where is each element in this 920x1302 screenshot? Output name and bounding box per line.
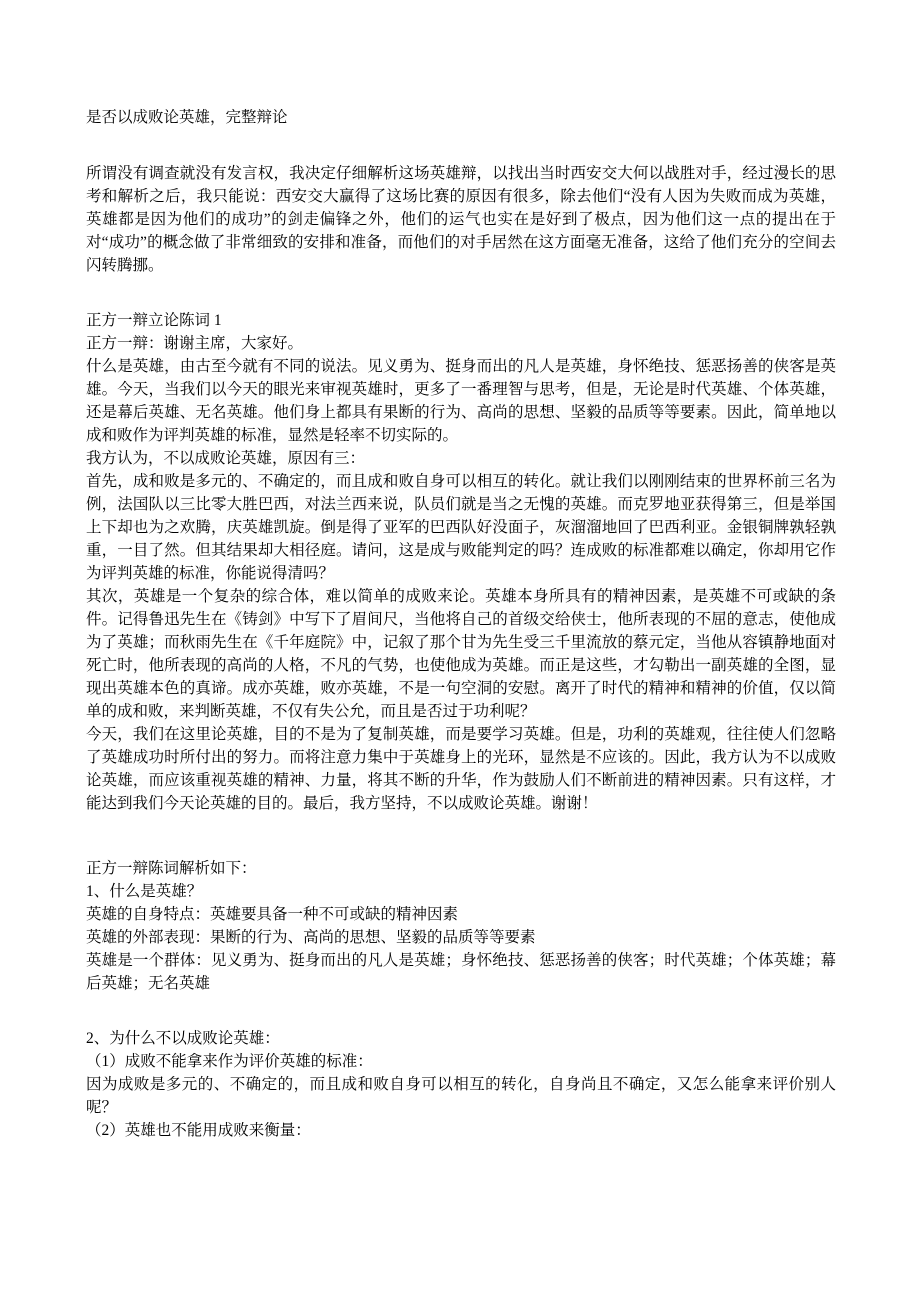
analysis-q1-line: 英雄的自身特点：英雄要具备一种不可或缺的精神因素 <box>86 906 459 923</box>
statement-paragraph: 今天，我们在这里论英雄，目的不是为了复制英雄，而是要学习英雄。但是，功利的英雄观，往往使人们忽略了英雄成功时所付出的努力。而将注意力集中于英雄身上的光环，显然是不应该的。因此，我方认为不以成败论英雄，而应该重视英雄的精神、力量，将其不断的升华，作为鼓励人们不断前进的精神因素。只有这样，才能达到我们今天论英雄的目的。最后，我方坚持，不以成败论英雄。谢谢！ <box>86 726 836 812</box>
analysis-question-2 <box>86 1027 836 1142</box>
analysis-q2-line: （1）成败不能拿来作为评价英雄的标准： <box>86 1053 373 1070</box>
section-analysis <box>86 857 836 1142</box>
section-statement <box>86 309 836 815</box>
statement-paragraph: 正方一辩：谢谢主席，大家好。 <box>86 335 304 352</box>
statement-paragraph: 我方认为，不以成败论英雄，原因有三： <box>86 450 366 467</box>
statement-heading: 正方一辩立论陈词 1 <box>86 312 222 329</box>
statement-paragraph: 什么是英雄，由古至今就有不同的说法。见义勇为、挺身而出的凡人是英雄，身怀绝技、惩恶扬善的侠客是英雄。今天，当我们以今天的眼光来审视英雄时，更多了一番理智与思考，但是，无论是时代英雄、个体英雄，还是幕后英雄、无名英雄。他们身上都具有果断的行为、高尚的思想、坚毅的品质等等要素。因此，简单地以成和败作为评判英雄的标准，显然是轻率不切实际的。 <box>86 358 836 444</box>
statement-paragraph: 首先，成和败是多元的、不确定的，而且成和败自身可以相互的转化。就让我们以刚刚结束的世界杯前三名为例，法国队以三比零大胜巴西，对法兰西来说，队员们就是当之无愧的英雄。而克罗地亚获得第三，但是举国上下却也为之欢腾，庆英雄凯旋。倒是得了亚军的巴西队好没面子，灰溜溜地回了巴西利亚。金银铜牌孰轻孰重，一目了然。但其结果却大相径庭。请问，这是成与败能判定的吗？连成败的标准都难以确定，你却用它作为评判英雄的标准，你能说得清吗？ <box>86 473 836 582</box>
analysis-heading: 正方一辩陈词解析如下： <box>86 860 257 877</box>
analysis-q2-line: 因为成败是多元的、不确定的，而且成和败自身可以相互的转化，自身尚且不确定，又怎么能拿来评价别人呢？ <box>86 1076 836 1116</box>
analysis-q1-line: 英雄的外部表现：果断的行为、高尚的思想、坚毅的品质等等要素 <box>86 929 536 946</box>
analysis-q1-line: 英雄是一个群体：见义勇为、挺身而出的凡人是英雄；身怀绝技、惩恶扬善的侠客；时代英雄；个体英雄；幕后英雄；无名英雄 <box>86 952 836 992</box>
analysis-q2-heading: 2、为什么不以成败论英雄： <box>86 1030 280 1047</box>
analysis-question-1 <box>86 880 836 995</box>
intro-paragraph: 所谓没有调查就没有发言权，我决定仔细解析这场英雄辩，以找出当时西安交大何以战胜对手，经过漫长的思考和解析之后，我只能说：西安交大赢得了这场比赛的原因有很多，除去他们“没有人因为失败而成为英雄，英雄都是因为他们的成功”的剑走偏锋之外，他们的运气也实在是好到了极点，因为他们这一点的提出在于对“成功”的概念做了非常细致的安排和准备，而他们的对手居然在这方面毫无准备，这给了他们充分的空间去闪转腾挪。 <box>86 165 836 274</box>
analysis-q1-heading: 1、什么是英雄？ <box>86 883 203 900</box>
analysis-q2-line: （2）英雄也不能用成败来衡量： <box>86 1122 311 1139</box>
statement-paragraph: 其次，英雄是一个复杂的综合体，难以简单的成败来论。英雄本身所具有的精神因素，是英雄不可或缺的条件。记得鲁迅先生在《铸剑》中写下了眉间尺，当他将自己的首级交给侠士，他所表现的不屈的意志，使他成为了英雄；而秋雨先生在《千年庭院》中，记叙了那个甘为先生受三千里流放的蔡元定，当他从容镇静地面对死亡时，他所表现的高尚的人格，不凡的气势，也使他成为英雄。而正是这些，才勾勒出一副英雄的全图，显现出英雄本色的真谛。成亦英雄，败亦英雄，不是一句空洞的安慰。离开了时代的精神和精神的价值，仅以简单的成和败，来判断英雄，不仅有失公允，而且是否过于功利呢？ <box>86 588 836 720</box>
document-title: 是否以成败论英雄，完整辩论 <box>86 109 288 126</box>
